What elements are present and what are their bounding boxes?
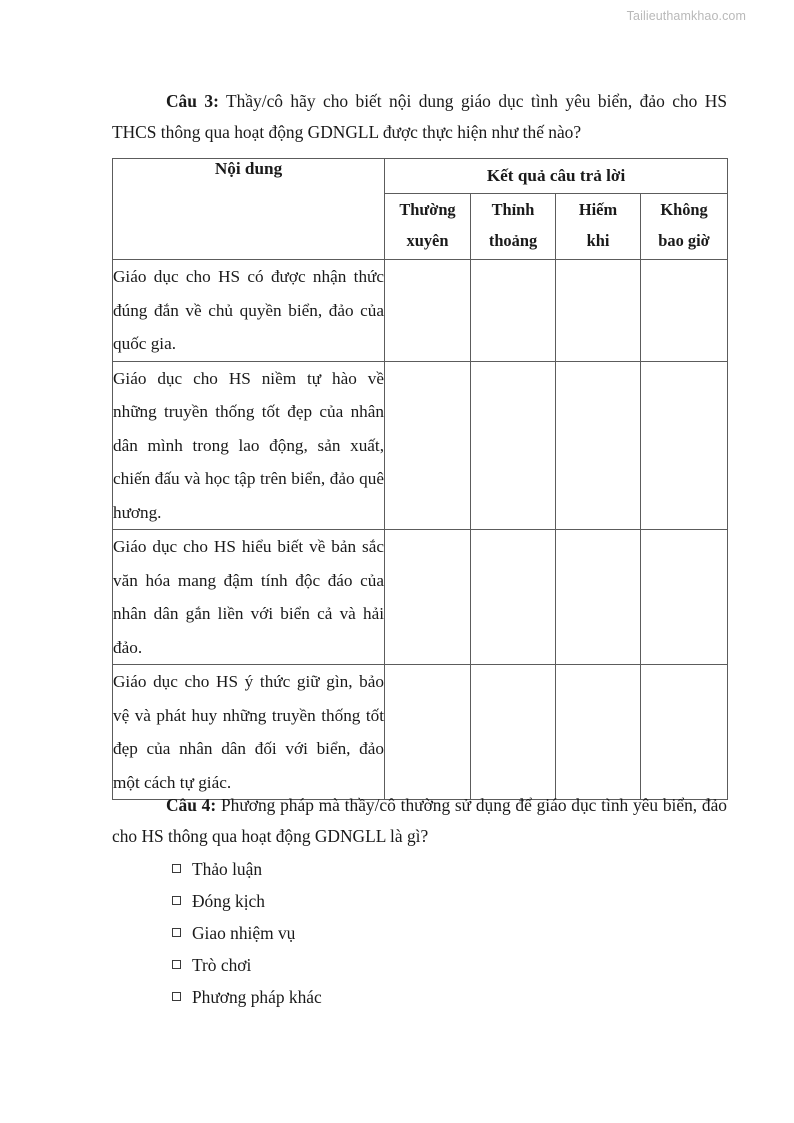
table-header-thuong-xuyen [385, 194, 471, 260]
table-header-khong-bao-gio [641, 194, 728, 260]
answer-cell-thuong-xuyen-1[interactable] [385, 260, 471, 362]
option-dong-kich[interactable] [172, 885, 592, 917]
table-header-noi-dung: Nội dung [113, 159, 385, 260]
option-giao-nhiem-vu[interactable] [172, 917, 592, 949]
header-line-1: Thỉnh [491, 200, 535, 219]
answer-cell-hiem-khi-2[interactable] [556, 361, 641, 530]
answer-cell-thuong-xuyen-3[interactable] [385, 530, 471, 665]
table-row [113, 530, 728, 665]
answer-cell-khong-bao-gio-3[interactable] [641, 530, 728, 665]
question-3-text: Thầy/cô hãy cho biết nội dung giáo dục tình yêu biển, đảo cho HS THCS thông qua hoạt động GDNGLL được thực hiện như thế nào? [112, 91, 727, 142]
header-line-2: bao giờ [658, 231, 710, 250]
question-4-options [172, 853, 592, 1013]
row-content-1: Giáo dục cho HS có được nhận thức đúng đắn về chủ quyền biển, đảo của quốc gia. [113, 260, 385, 362]
table-header-row-top [113, 159, 728, 194]
table-row [113, 665, 728, 800]
answer-cell-hiem-khi-4[interactable] [556, 665, 641, 800]
option-label: Đóng kịch [192, 891, 265, 911]
header-line-2: xuyên [406, 231, 449, 250]
table-header-ket-qua: Kết quả câu trả lời [385, 159, 728, 194]
answer-cell-thuong-xuyen-2[interactable] [385, 361, 471, 530]
option-label: Giao nhiệm vụ [192, 923, 296, 943]
answer-cell-hiem-khi-1[interactable] [556, 260, 641, 362]
question-3-block [112, 86, 727, 148]
option-phuong-phap-khac[interactable] [172, 981, 592, 1013]
answer-cell-khong-bao-gio-1[interactable] [641, 260, 728, 362]
answer-cell-thinh-thoang-2[interactable] [471, 361, 556, 530]
option-label: Phương pháp khác [192, 987, 322, 1007]
row-content-2: Giáo dục cho HS niềm tự hào về những truyền thống tốt đẹp của nhân dân mình trong lao động, sản xuất, chiến đấu và học tập trên biển, đảo quê hương. [113, 361, 385, 530]
answer-cell-thuong-xuyen-4[interactable] [385, 665, 471, 800]
header-line-1: Không [660, 200, 708, 219]
table-row [113, 260, 728, 362]
option-tro-choi[interactable] [172, 949, 592, 981]
checkbox-icon[interactable] [172, 896, 181, 905]
header-line-2: khi [586, 231, 610, 250]
row-content-3: Giáo dục cho HS hiểu biết về bản sắc văn hóa mang đậm tính độc đáo của nhân dân gắn liền với biển cả và hải đảo. [113, 530, 385, 665]
table-row [113, 361, 728, 530]
header-line-1: Hiếm [578, 200, 618, 219]
checkbox-icon[interactable] [172, 864, 181, 873]
header-line-2: thoảng [488, 231, 538, 250]
row-content-4: Giáo dục cho HS ý thức giữ gìn, bảo vệ và phát huy những truyền thống tốt đẹp của nhân dân đối với biển, đảo một cách tự giác. [113, 665, 385, 800]
option-label: Trò chơi [192, 955, 252, 975]
question-4-block [112, 790, 727, 852]
survey-table [112, 158, 728, 800]
answer-cell-thinh-thoang-3[interactable] [471, 530, 556, 665]
option-thao-luan[interactable] [172, 853, 592, 885]
answer-cell-khong-bao-gio-2[interactable] [641, 361, 728, 530]
table-header-thinh-thoang [471, 194, 556, 260]
answer-cell-thinh-thoang-4[interactable] [471, 665, 556, 800]
question-4-text: Phương pháp mà thầy/cô thường sử dụng để giáo dục tình yêu biển, đảo cho HS thông qua hoạt động GDNGLL là gì? [112, 795, 727, 846]
answer-cell-thinh-thoang-1[interactable] [471, 260, 556, 362]
watermark-text: Tailieuthamkhao.com [626, 9, 746, 23]
question-4-label: Câu 4: [166, 795, 217, 815]
checkbox-icon[interactable] [172, 928, 181, 937]
checkbox-icon[interactable] [172, 992, 181, 1001]
checkbox-icon[interactable] [172, 960, 181, 969]
option-label: Thảo luận [192, 859, 263, 879]
table-header-hiem-khi [556, 194, 641, 260]
answer-cell-khong-bao-gio-4[interactable] [641, 665, 728, 800]
header-line-1: Thường [399, 200, 456, 219]
answer-cell-hiem-khi-3[interactable] [556, 530, 641, 665]
question-3-label: Câu 3: [166, 91, 219, 111]
